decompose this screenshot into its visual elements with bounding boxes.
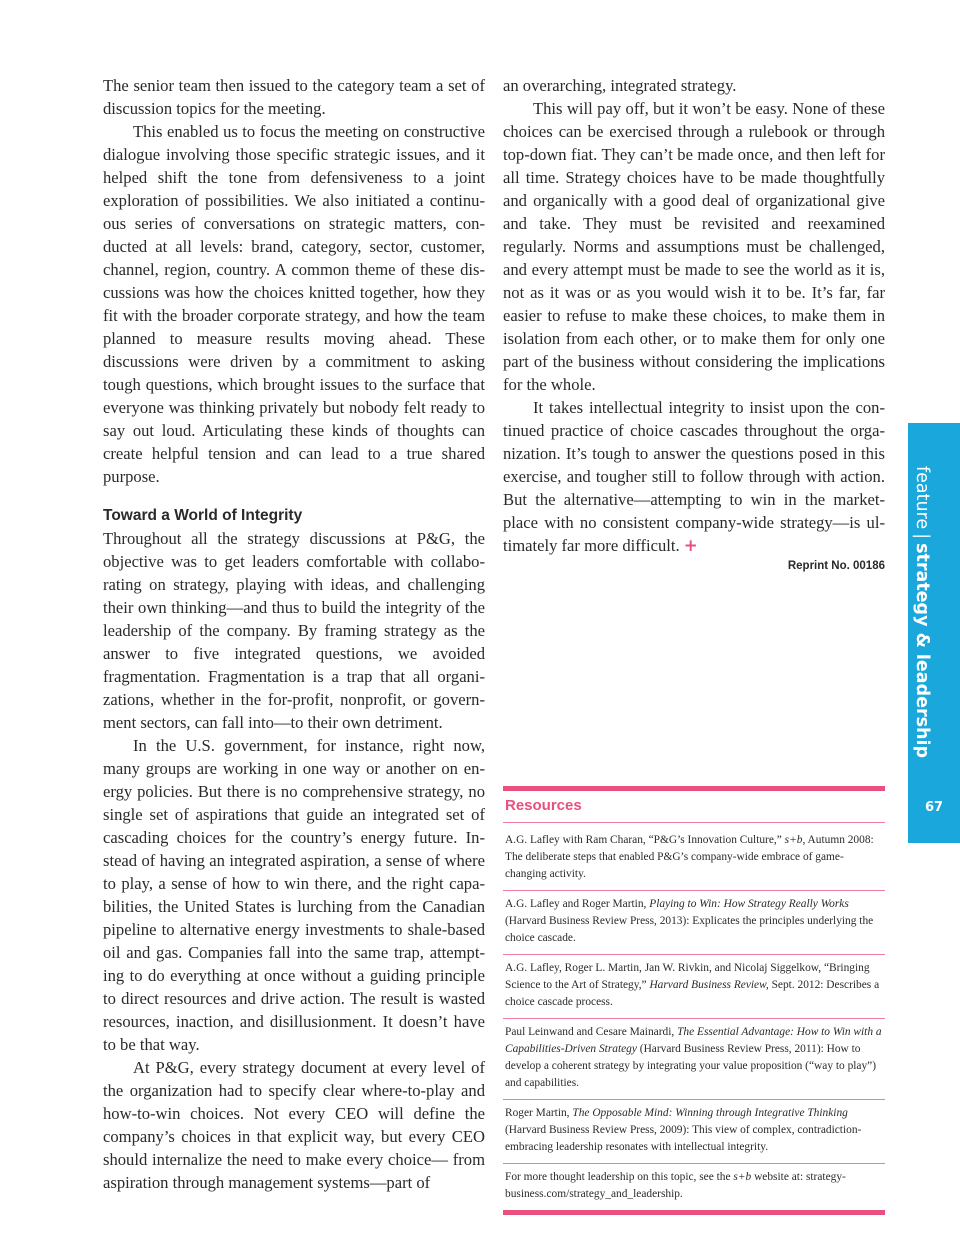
section-heading: Toward a World of Integrity xyxy=(103,507,303,524)
tab-feature-label: feature xyxy=(912,466,932,530)
entry-text: (Harvard Business Review Press, 2009): This view of complex, contradiction-embracing leadership resonates with intellectual integrity. xyxy=(505,1124,862,1153)
resource-entry xyxy=(503,1019,885,1099)
end-mark-icon: + xyxy=(683,536,698,555)
resources-bottom-bar xyxy=(503,1210,885,1215)
resources-box xyxy=(503,786,885,1215)
entry-title: s+b, xyxy=(784,834,806,846)
resource-entry xyxy=(503,955,885,1018)
entry-text: Autumn 2008: The deliberate steps that enabled P&G’s company-wide embrace of game-changing activity. xyxy=(505,834,874,880)
entry-text: Sept. 2012: Describes a choice cascade process. xyxy=(505,979,880,1008)
paragraph: At P&G, every strategy document at every level of the organization had to specify clear where-to-play and how-to-win choices. Not every CEO will define the company’s choices in that explicit way, but every CEO should internalize the need to make every choice— from aspiration through management systems—part of xyxy=(103,1058,485,1192)
reprint-number: Reprint No. 00186 xyxy=(787,560,885,572)
paragraph: In the U.S. government, for instance, right now, many groups are working in one way or another on energy policies. But there is no comprehensive strategy, no single set of aspirations that guide an integrated set of cascading choices for the country’s energy future. Instead of having an integrated aspiration, a sense of where to play, a sense of how to win there, and the right capabilities, the United States is lurching from the Canadian pipeline to alternative energy investments to shale-based oil and gas. Companies fall into the same trap, attempting to do everything at once without a guiding principle to direct resources and drive action. The result is wasted resources, inaction, and disillusionment. It doesn’t have to be that way. xyxy=(103,736,485,1054)
entry-text: A.G. Lafley with Ram Charan, “P&G’s Innovation Culture,” xyxy=(505,834,785,846)
entry-text: A.G. Lafley, Roger L. Martin, Jan W. Rivkin, and Nicolaj Siggelkow, “Bringing Science to the Art of Strategy,” xyxy=(505,962,870,991)
entry-link-text[interactable]: website at: strategy-business.com/strategy_and_leadership. xyxy=(505,1171,846,1200)
entry-title: The Opposable Mind: Winning through Integrative Thinking xyxy=(572,1107,848,1119)
divider xyxy=(503,890,885,891)
paragraph: This enabled us to focus the meeting on constructive dialogue involving those specific strategic issues, and it helped shift the tone from defensiveness to a joint exploration of possibilities. We also initiated a continuous series of conversations on strategic matters, conducted at all levels: brand, category, sector, customer, channel, region, country. A common theme of these discussions was how the choices knitted together, how they fit with the broader corporate strategy, and how the team planned to measure results moving ahead. These discussions were driven by a commitment to asking tough questions, which brought issues to the surface that everyone was thinking privately but nobody felt ready to say out loud. Articulating these kinds of thoughts can create helpful tension and can lead to a true shared purpose. xyxy=(103,122,485,486)
paragraph: an overarching, integrated strategy. xyxy=(503,76,737,95)
resource-entry xyxy=(503,1100,885,1163)
resources-title: Resources xyxy=(505,797,582,814)
divider xyxy=(503,954,885,955)
divider xyxy=(503,1099,885,1100)
entry-text: Roger Martin, xyxy=(505,1107,573,1119)
entry-text: For more thought leadership on this topic, see the xyxy=(505,1171,734,1183)
divider xyxy=(503,1163,885,1164)
right-column xyxy=(503,74,885,557)
entry-text: (Harvard Business Review Press, 2013): Explicates the principles underlying the choice cascade. xyxy=(505,915,874,944)
resource-entry xyxy=(503,827,885,890)
entry-title: Playing to Win: How Strategy Really Works xyxy=(649,898,849,910)
divider xyxy=(503,822,885,823)
resource-entry xyxy=(503,1164,885,1210)
page-number: 67 xyxy=(924,800,944,815)
paragraph: The senior team then issued to the category team a set of discussion topics for the meeting. xyxy=(103,76,485,118)
tab-separator: | xyxy=(912,533,932,540)
left-column xyxy=(103,74,485,1194)
entry-title: Harvard Business Review, xyxy=(649,979,769,991)
paragraph: This will pay off, but it won’t be easy. None of these choices can be exercised through a rulebook or through top-down fiat. They can’t be made once, and then left for all time. Strategy choices have to be made thoughtfully and organically with a good deal of organizational give and take. They must be revisited and reexamined regularly. Norms and assumptions must be challenged, and every attempt must be made to see the world as it is, not as it was or as you would wish it to be. It’s far, far easier to refuse to make these choices, to make them in isolation from each other, or to make them for only one part of the business without considering the implications for the whole. xyxy=(503,99,885,394)
paragraph xyxy=(503,396,885,557)
resources-top-bar xyxy=(503,786,885,791)
entry-text: (Harvard Business Review Press, 2011): How to develop a coherent strategy by integrating your value proposition (“way to play”) and capabilities. xyxy=(505,1043,877,1089)
divider xyxy=(503,1018,885,1019)
paragraph-text: It takes intellectual integrity to insist upon the continued practice of choice cascades throughout the organization. It’s tough to answer the questions posed in this exercise, and tougher still to follow through with action. But the alternative—attempting to win in the marketplace with no consistent company-wide strategy—is ultimately far more difficult. xyxy=(503,398,885,555)
paragraph: Throughout all the strategy discussions at P&G, the objective was to get leaders comfortable with collaborating on strategy, playing with ideas, and challenging their own thinking—and thus to build the integrity of the leadership of the company. By framing strategy as the answer to five integrated questions, we avoided fragmentation. Fragmentation is a trap that all organizations, whether in the for-profit, nonprofit, or government sectors, can fall into—to their own detriment. xyxy=(103,529,485,732)
entry-title: The Essential Advantage: How to Win with a Capabilities-Driven Strategy xyxy=(505,1026,882,1055)
resource-entry xyxy=(503,891,885,954)
entry-text: Paul Leinwand and Cesare Mainardi, xyxy=(505,1026,678,1038)
section-tab-label xyxy=(910,466,934,758)
entry-text: A.G. Lafley and Roger Martin, xyxy=(505,898,650,910)
entry-title: s+b xyxy=(733,1171,752,1183)
tab-section-label: strategy & leadership xyxy=(912,543,932,759)
